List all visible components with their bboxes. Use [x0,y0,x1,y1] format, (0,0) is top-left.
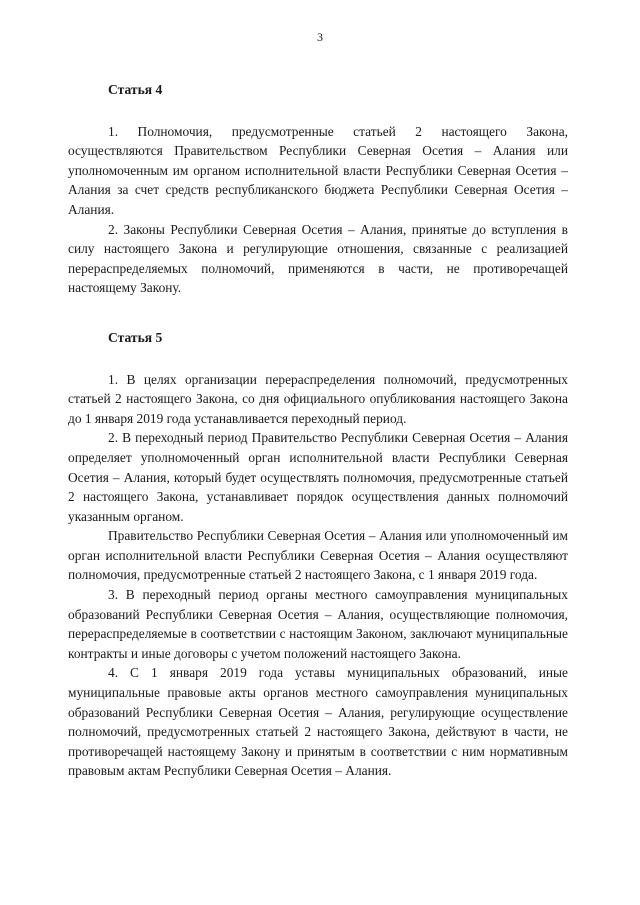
article-paragraphs [68,122,568,298]
paragraph: 4. С 1 января 2019 года уставы муниципальных образований, иные муниципальные правовые акты органов местного самоуправления муниципальных образований Республики Северная Осетия – Алания, регулирующие осуществление полномочий, предусмотренных статьей 2 настоящего Закона, действуют в части, не противоречащей настоящему Закону и принятым в соответствии с ним нормативным правовым актам Республики Северная Осетия – Алания. [68,665,568,779]
paragraph: 2. Законы Республики Северная Осетия – Алания, принятые до вступления в силу настоящего Закона и регулирующие отношения, связанные с реализацией перераспределяемых полномочий, применяются в части, не противоречащей настоящему Закону. [68,221,568,296]
paragraph: 1. Полномочия, предусмотренные статьей 2 настоящего Закона, осуществляются Правительством Республики Северная Осетия – Алания или уполномоченным им органом исполнительной власти Республики Северная Осетия – Алания за счет средств республиканского бюджета Республики Северная Осетия – Алания. [68,123,568,217]
article-paragraphs [68,370,568,781]
page-number: 3 [317,30,323,44]
article-5 [68,328,568,781]
paragraph: Правительство Республики Северная Осетия – Алания или уполномоченный им орган исполнительной власти Республики Северная Осетия – Алания осуществляют полномочия, предусмотренные статьей 2 настоящего Закона, с 1 января 2019 года. [68,528,568,583]
paragraph: 3. В переходный период органы местного самоуправления муниципальных образований Республики Северная Осетия – Алания, осуществляющие полномочия, перераспределяемые в соответствии с настоящим Законом, заключают муниципальные контракты и иные договоры с учетом положений настоящего Закона. [68,587,568,661]
article-heading: Статья 5 [108,329,163,345]
paragraph: 2. В переходный период Правительство Республики Северная Осетия – Алания определяет уполномоченный орган исполнительной власти Республики Северная Осетия – Алания, который будет осуществлять полномочия, предусмотренные статьей 2 настоящего Закона, устанавливает порядок осуществления данных полномочий указанным органом. [68,430,568,524]
article-heading: Статья 4 [108,82,163,97]
article-4 [68,80,568,298]
paragraph: 1. В целях организации перераспределения полномочий, предусмотренных статьей 2 настоящего Закона, со дня официального опубликования настоящего Закона до 1 января 2019 года устанавливается переходный период. [68,371,568,426]
document-body [68,80,568,781]
